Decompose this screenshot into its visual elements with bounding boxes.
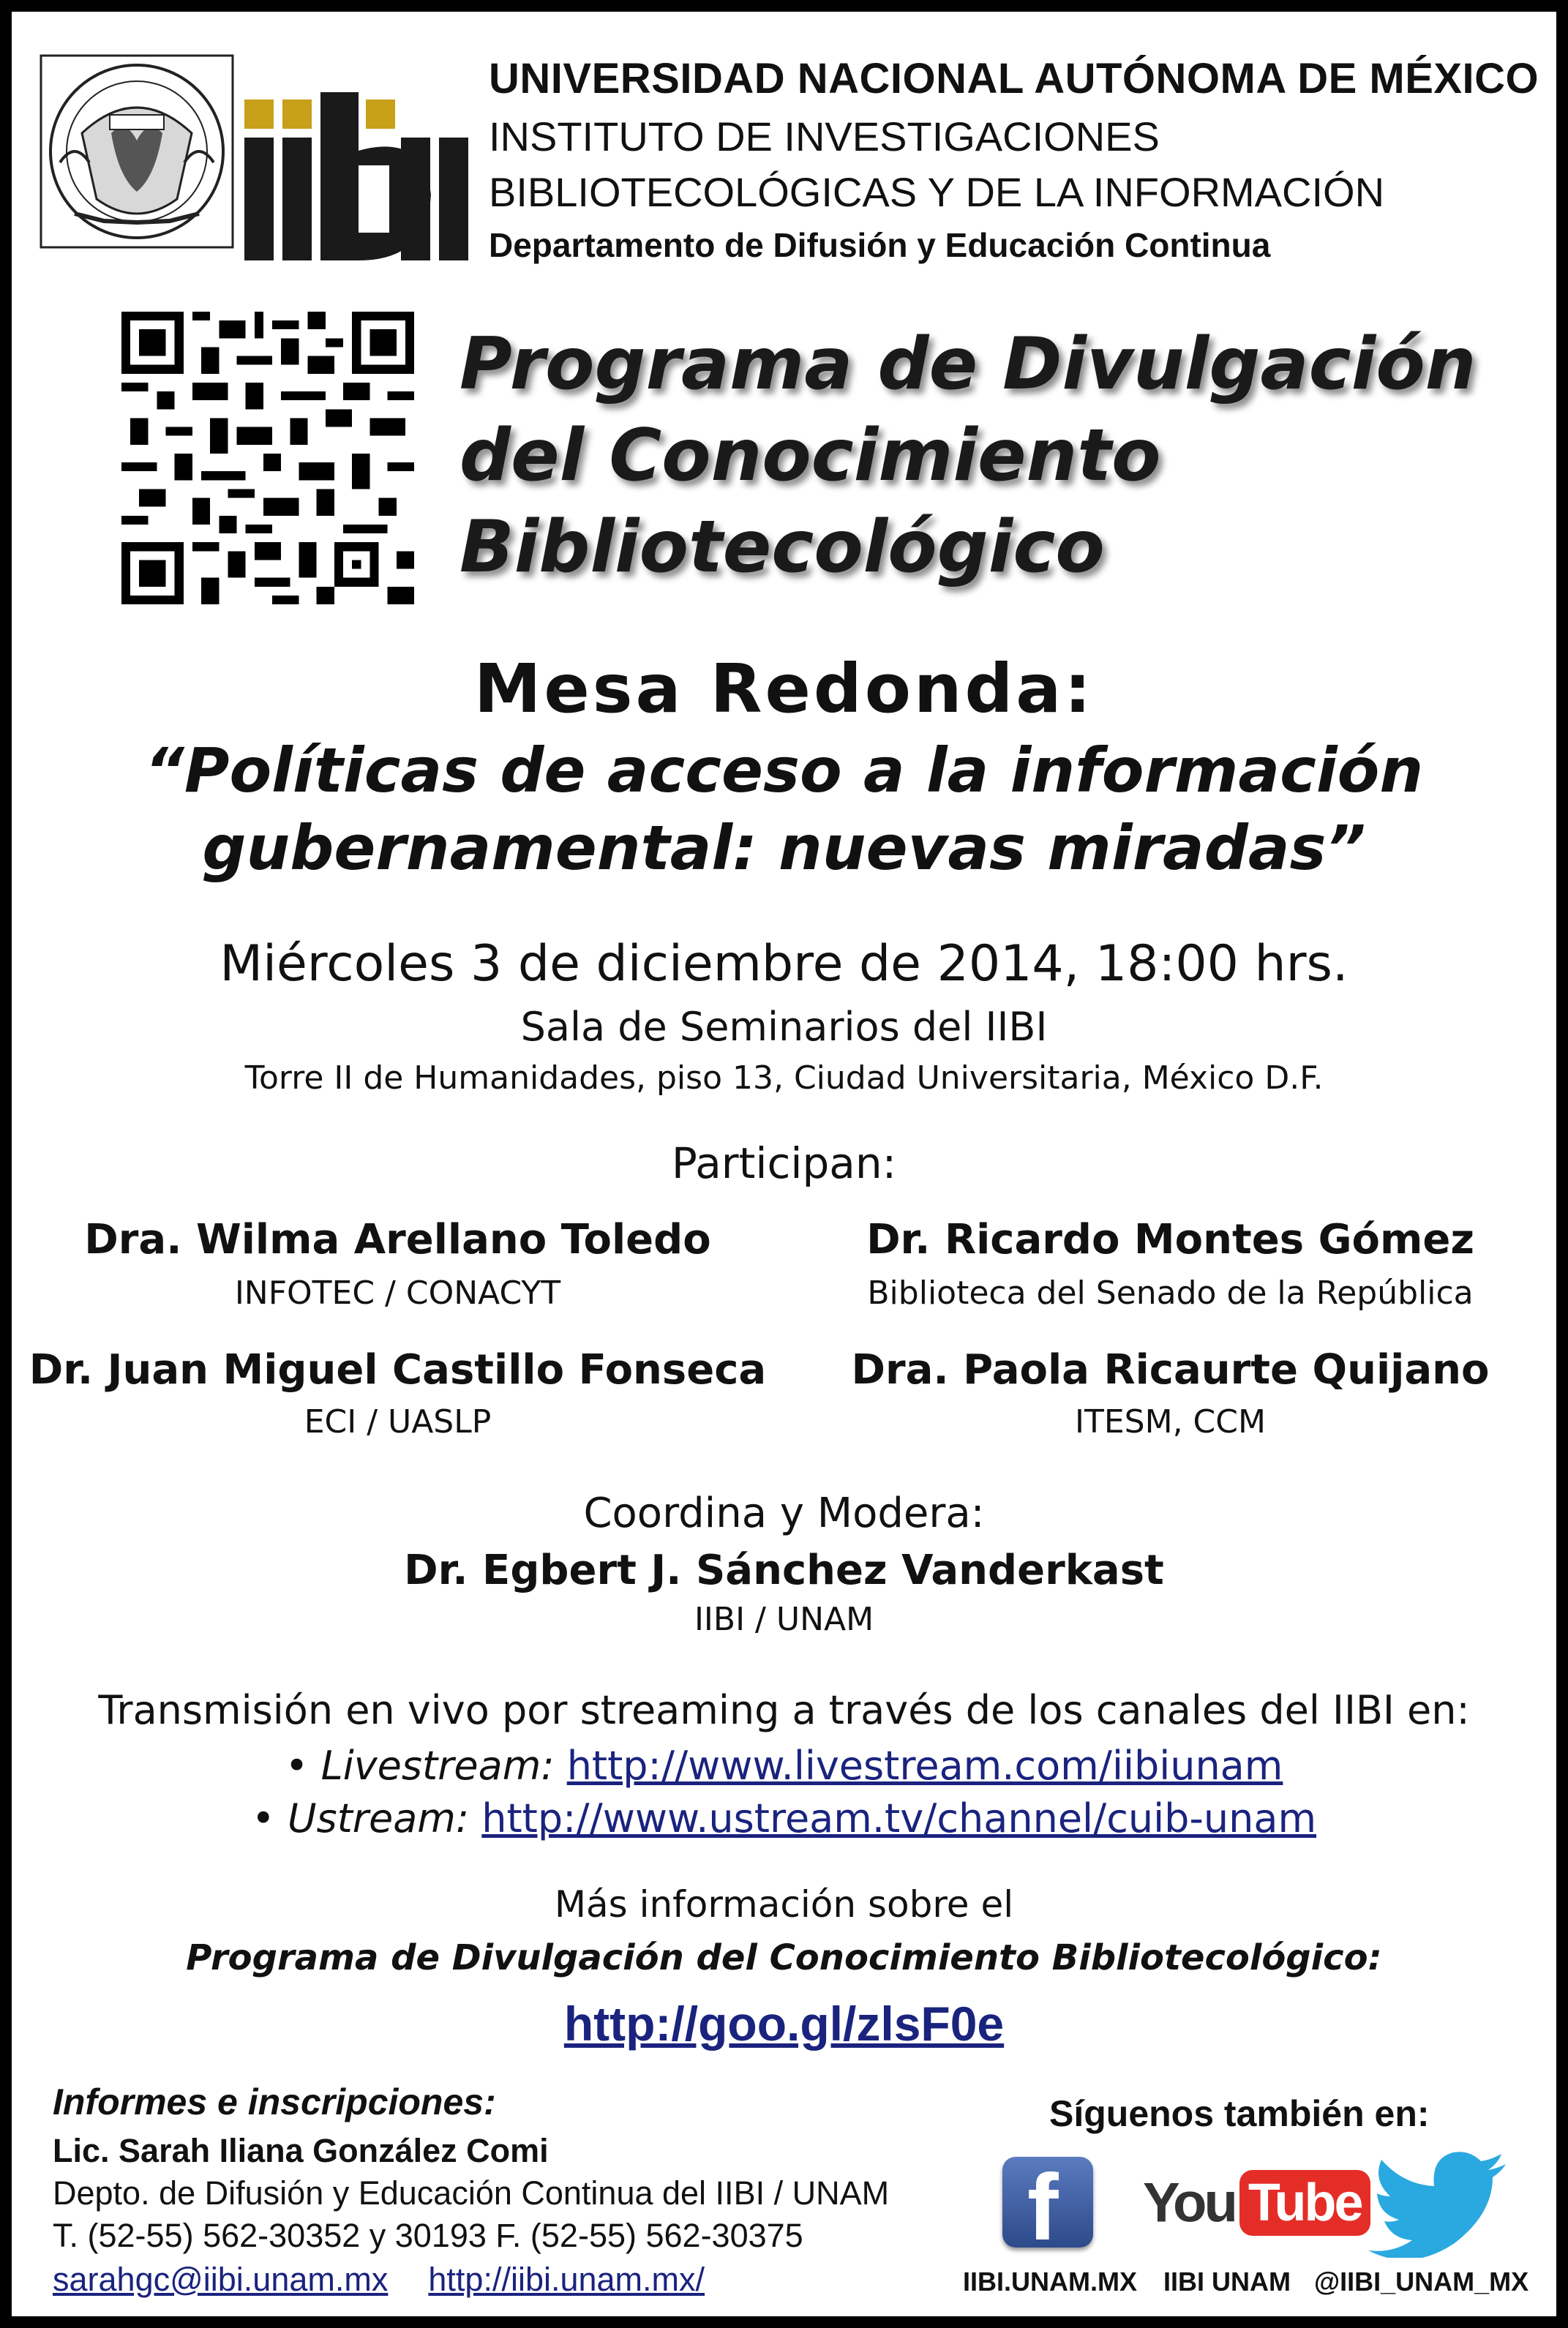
ustream-line bbox=[12, 1795, 1556, 1841]
event-type: Mesa Redonda: bbox=[473, 650, 1095, 728]
program-title-line3: Bibliotecológico bbox=[459, 506, 1105, 589]
youtube-icon[interactable] bbox=[1143, 2170, 1370, 2236]
moderator-label: Coordina y Modera: bbox=[583, 1490, 985, 1537]
bullet: • bbox=[251, 1795, 288, 1841]
bullet: • bbox=[285, 1743, 321, 1789]
university-name: UNIVERSIDAD NACIONAL AUTÓNOMA DE MÉXICO bbox=[489, 55, 1539, 102]
twitter-icon[interactable] bbox=[1367, 2148, 1513, 2258]
livestream-line bbox=[12, 1743, 1556, 1789]
contact-name: Lic. Sarah Iliana González Comi bbox=[53, 2132, 549, 2169]
ustream-label: Ustream: bbox=[287, 1795, 470, 1841]
unam-seal-icon bbox=[38, 53, 236, 250]
more-info-line1: Más información sobre el bbox=[554, 1883, 1014, 1926]
social-heading: Síguenos también en: bbox=[1049, 2093, 1430, 2134]
moderator-name: Dr. Egbert J. Sánchez Vanderkast bbox=[404, 1547, 1164, 1594]
event-address: Torre II de Humanidades, piso 13, Ciudad Universitaria, México D.F. bbox=[244, 1059, 1324, 1097]
event-title bbox=[12, 732, 1556, 887]
contact-heading: Informes e inscripciones: bbox=[53, 2081, 496, 2122]
contact-department: Depto. de Difusión y Educación Continua del IIBI / UNAM bbox=[53, 2174, 890, 2212]
qr-code-icon bbox=[121, 312, 414, 604]
program-title-line1: Programa de Divulgación bbox=[459, 323, 1477, 406]
facebook-handle: IIBI.UNAM.MX bbox=[963, 2267, 1137, 2297]
participant-name: Dr. Juan Miguel Castillo Fonseca bbox=[29, 1346, 767, 1394]
participant-affiliation: ECI / UASLP bbox=[304, 1403, 492, 1441]
contact-email-link[interactable]: sarahgc@iibi.unam.mx bbox=[53, 2261, 389, 2298]
event-venue: Sala de Seminarios del IIBI bbox=[520, 1004, 1048, 1050]
iibi-logo bbox=[244, 92, 479, 260]
participant-affiliation: ITESM, CCM bbox=[1075, 1403, 1266, 1441]
ustream-link[interactable]: http://www.ustream.tv/channel/cuib-unam bbox=[481, 1795, 1317, 1841]
flyer bbox=[12, 12, 1556, 2316]
contact-website-link[interactable]: http://iibi.unam.mx/ bbox=[428, 2261, 705, 2298]
department-name: Departamento de Difusión y Educación Continua bbox=[489, 226, 1271, 264]
twitter-handle: @IIBI_UNAM_MX bbox=[1314, 2267, 1529, 2297]
event-title-line2: gubernamental: nuevas miradas” bbox=[202, 812, 1366, 884]
program-title-line2: del Conocimiento bbox=[459, 414, 1161, 497]
facebook-glyph: f bbox=[1027, 2155, 1059, 2260]
more-info-line2: Programa de Divulgación del Conocimiento Bibliotecológico: bbox=[186, 1937, 1382, 1978]
institute-name-line2: BIBLIOTECOLÓGICAS Y DE LA INFORMACIÓN bbox=[489, 169, 1385, 215]
program-title bbox=[459, 319, 1476, 593]
participant-affiliation: INFOTEC / CONACYT bbox=[234, 1274, 561, 1312]
livestream-link[interactable]: http://www.livestream.com/iibiunam bbox=[566, 1743, 1283, 1789]
participant-name: Dr. Ricardo Montes Gómez bbox=[866, 1216, 1474, 1263]
youtube-tube: Tube bbox=[1239, 2170, 1370, 2236]
institute-name-line1: INSTITUTO DE INVESTIGACIONES bbox=[489, 113, 1160, 159]
participant-name: Dra. Paola Ricaurte Quijano bbox=[851, 1346, 1490, 1394]
contact-links bbox=[53, 2261, 705, 2299]
youtube-you: You bbox=[1143, 2171, 1235, 2234]
moderator-affiliation: IIBI / UNAM bbox=[694, 1601, 874, 1638]
contact-phones: T. (52-55) 562-30352 y 30193 F. (52-55) 562-30375 bbox=[53, 2217, 803, 2254]
participants-label: Participan: bbox=[671, 1138, 897, 1188]
livestream-label: Livestream: bbox=[320, 1743, 555, 1789]
event-title-line1: “Políticas de acceso a la información bbox=[144, 735, 1424, 806]
more-info-link[interactable]: http://goo.gl/zlsF0e bbox=[563, 1997, 1005, 2051]
participant-name: Dra. Wilma Arellano Toledo bbox=[84, 1216, 711, 1263]
youtube-handle: IIBI UNAM bbox=[1163, 2267, 1291, 2297]
facebook-icon[interactable] bbox=[1002, 2155, 1093, 2260]
participant-affiliation: Biblioteca del Senado de la República bbox=[867, 1274, 1474, 1312]
streaming-intro: Transmisión en vivo por streaming a través de los canales del IIBI en: bbox=[98, 1687, 1470, 1733]
event-date: Miércoles 3 de diciembre de 2014, 18:00 hrs. bbox=[220, 935, 1348, 993]
